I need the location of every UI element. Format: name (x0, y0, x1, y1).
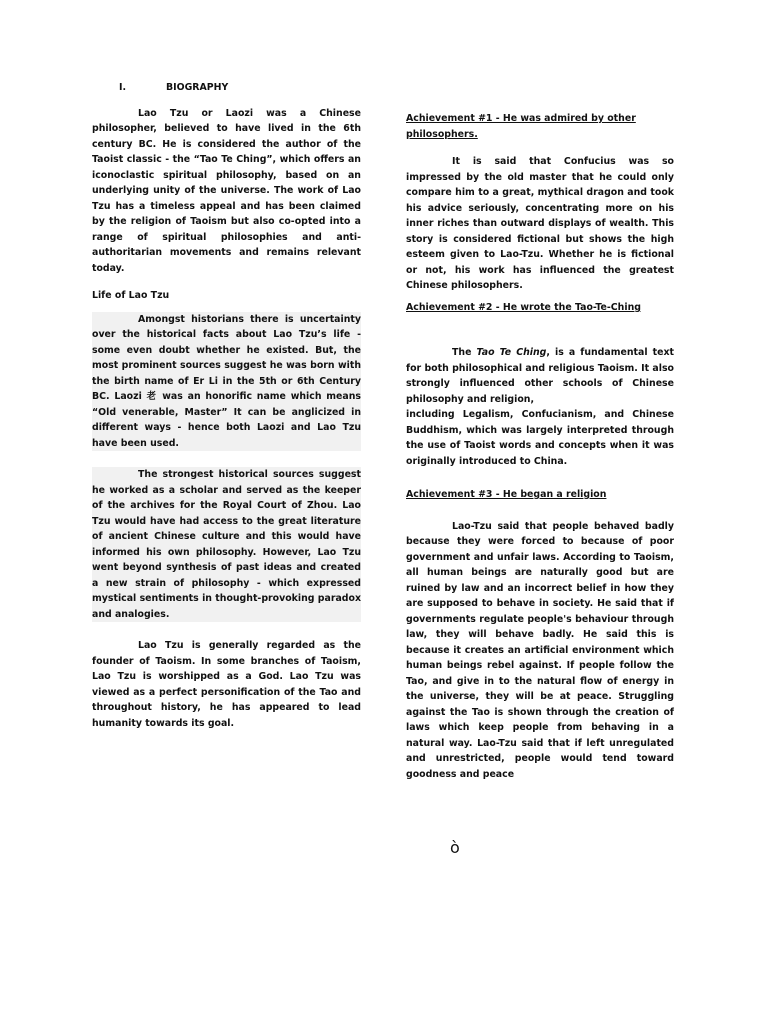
subheading-life: Life of Lao Tzu (92, 290, 170, 301)
achievement-3-body: Lao-Tzu said that people behaved badly because they were forced to because of poor government and unfair laws. According to Taoism, all human beings are naturally good but are ruined by law and an incorrect belief in how they are supposed to behave in society. He said that if governments regulate people's behaviour through law, they will behave badly. He said this is because it creates an artificial environment which human beings rebel against. If people follow the Tao, and give in to the natural flow of energy in the universe, they will be at peace. Struggling against the Tao is shown through the creation of laws which keep people from behaving in a natural way. Lao-Tzu said that if left unregulated and unrestricted, people would tend toward goodness and peace (406, 520, 674, 780)
section-number: I. (119, 82, 127, 93)
achievement-2-body (406, 345, 674, 407)
section-heading (119, 80, 361, 96)
book-title: Tao Te Ching (476, 347, 547, 358)
achievement-1-body: It is said that Confucius was so impressed by the old master that he could only compare him to a great, mythical dragon and took his advice seriously, concentrating more on his inner riches than outward displays of wealth. This story is considered fictional but shows the high esteem given to Lao-Tzu. Whether he is fictional or not, his work has influenced the greatest Chinese philosophers. (406, 156, 674, 291)
left-column (92, 80, 361, 731)
footer-glyph: ò (450, 838, 460, 857)
section-title: BIOGRAPHY (166, 82, 229, 93)
achievement-2-prefix: The (452, 347, 477, 358)
life-paragraph-3: Lao Tzu is generally regarded as the founder of Taoism. In some branches of Taoism, Lao Tzu is worshipped as a God. Lao Tzu was viewed as a perfect personification of the Tao and throughout history, he has appeared to lead humanity towards its goal. (92, 640, 361, 729)
life-paragraph-1: Amongst historians there is uncertainty over the historical facts about Lao Tzu’s life - some even doubt whether he existed. But, the most prominent sources suggest he was born with the birth name of Er Li in the 5th or 6th Century BC. Laozi 老 was an honorific name which means “Old venerable, Master” It can be anglicized in different ways - hence both Laozi and Lao Tzu have been used. (92, 312, 361, 452)
life-paragraph-2: The strongest historical sources suggest he worked as a scholar and served as the keeper of the archives for the Royal Court of Zhou. Lao Tzu would have had access to the great literature of ancient Chinese culture and this would have informed his own philosophy. However, Lao Tzu went beyond synthesis of past ideas and created a new strain of philosophy - which expressed mystical sentiments in thought-provoking paradox and analogies. (92, 467, 361, 622)
achievement-3-heading: Achievement #3 - He began a religion (406, 489, 607, 500)
achievement-2-heading: Achievement #2 - He wrote the Tao-Te-Ching (406, 301, 641, 313)
achievement-2-body-cont: including Legalism, Confucianism, and Chinese Buddhism, which was largely interpreted through the use of Taoist words and concepts when it was originally introduced to China. (406, 409, 674, 467)
achievement-2-text: , is a fundamental text for both philosophical and religious Taoism. It also strongly influenced other schools of Chinese philosophy and religion, (406, 347, 674, 405)
intro-paragraph: Lao Tzu or Laozi was a Chinese philosopher, believed to have lived in the 6th century BC. He is considered the author of the Taoist classic - the “Tao Te Ching”, which offers an iconoclastic spiritual philosophy, based on an underlying unity of the universe. The work of Lao Tzu has a timeless appeal and has been claimed by the religion of Taoism but also co-opted into a range of spiritual philosophies and anti-authoritarian movements and remains relevant today. (92, 107, 361, 274)
right-column (406, 111, 674, 782)
achievement-1-heading: Achievement #1 - He was admired by other philosophers. (406, 113, 636, 140)
